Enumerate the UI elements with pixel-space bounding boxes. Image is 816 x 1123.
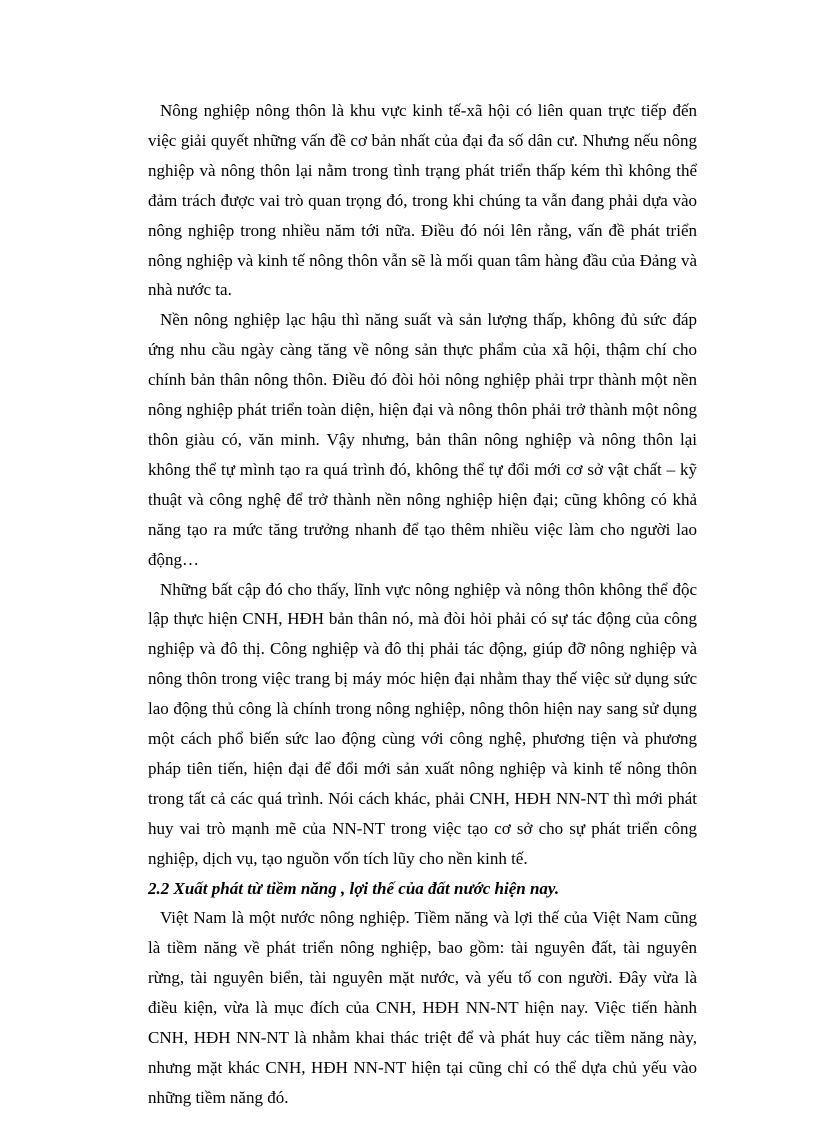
section-paragraph: Việt Nam là một nước nông nghiệp. Tiềm năng và lợi thế của Việt Nam cũng là tiềm năng về phát triển nông nghiệp, bao gồm: tài nguyên đất, tài nguyên rừng, tài nguyên biển, tài nguyên mặt nước, và yếu tố con người. Đây vừa là điều kiện, vừa là mục đích của CNH, HĐH NN-NT hiện nay. Việc tiến hành CNH, HĐH NN-NT là nhằm khai thác triệt để và phát huy các tiềm năng này, nhưng mặt khác CNH, HĐH NN-NT hiện tại cũng chỉ có thể dựa chủ yếu vào những tiềm năng đó. xyxy=(148,908,697,1107)
section-heading: 2.2 Xuất phát từ tiềm năng , lợi thế của đất nước hiện nay. xyxy=(148,878,560,898)
body-paragraph-2: Nền nông nghiệp lạc hậu thì năng suất và sản lượng thấp, không đủ sức đáp ứng nhu cầu ngày càng tăng về nông sản thực phẩm của xã hội, thậm chí cho chính bản thân nông thôn. Điều đó đòi hỏi nông nghiệp phải trpr thành một nền nông nghiệp phát triển toàn diện, hiện đại và nông thôn phải trở thành một nông thôn giàu có, văn minh. Vậy nhưng, bản thân nông nghiệp và nông thôn lại không thể tự mình tạo ra quá trình đó, không thể tự đổi mới cơ sở vật chất – kỹ thuật và công nghệ để trở thành nền nông nghiệp hiện đại; cũng không có khả năng tạo ra mức tăng trưởng nhanh để tạo thêm nhiều việc làm cho người lao động… xyxy=(148,310,697,569)
document-page xyxy=(148,96,697,1113)
body-paragraph-1: Nông nghiệp nông thôn là khu vực kinh tế-xã hội có liên quan trực tiếp đến việc giải quyết những vấn đề cơ bản nhất của đại đa số dân cư. Nhưng nếu nông nghiệp và nông thôn lại nằm trong tình trạng phát triển thấp kém thì không thể đảm trách được vai trò quan trọng đó, trong khi chúng ta vẫn đang phải dựa vào nông nghiệp trong nhiều năm tới nữa. Điều đó nói lên rằng, vấn đề phát triển nông nghiệp và kinh tế nông thôn vẫn sẽ là mối quan tâm hàng đầu của Đảng và nhà nước ta. xyxy=(148,101,697,300)
body-paragraph-3: Những bất cập đó cho thấy, lĩnh vực nông nghiệp và nông thôn không thể độc lập thực hiện CNH, HĐH bản thân nó, mà đòi hỏi phải có sự tác động của công nghiệp và đô thị. Công nghiệp và đô thị phải tác động, giúp đỡ nông nghiệp và nông thôn trong việc trang bị máy móc hiện đại nhằm thay thế việc sử dụng sức lao động thủ công là chính trong nông nghiệp, nông thôn hiện nay sang sử dụng một cách phổ biến sức lao động cùng với công nghệ, phương tiện và phương pháp tiên tiến, hiện đại để đổi mới sản xuất nông nghiệp và kinh tế nông thôn trong tất cả các quá trình. Nói cách khác, phải CNH, HĐH NN-NT thì mới phát huy vai trò mạnh mẽ của NN-NT trong việc tạo cơ sở cho sự phát triển công nghiệp, dịch vụ, tạo nguồn vốn tích lũy cho nền kinh tế. xyxy=(148,579,697,868)
